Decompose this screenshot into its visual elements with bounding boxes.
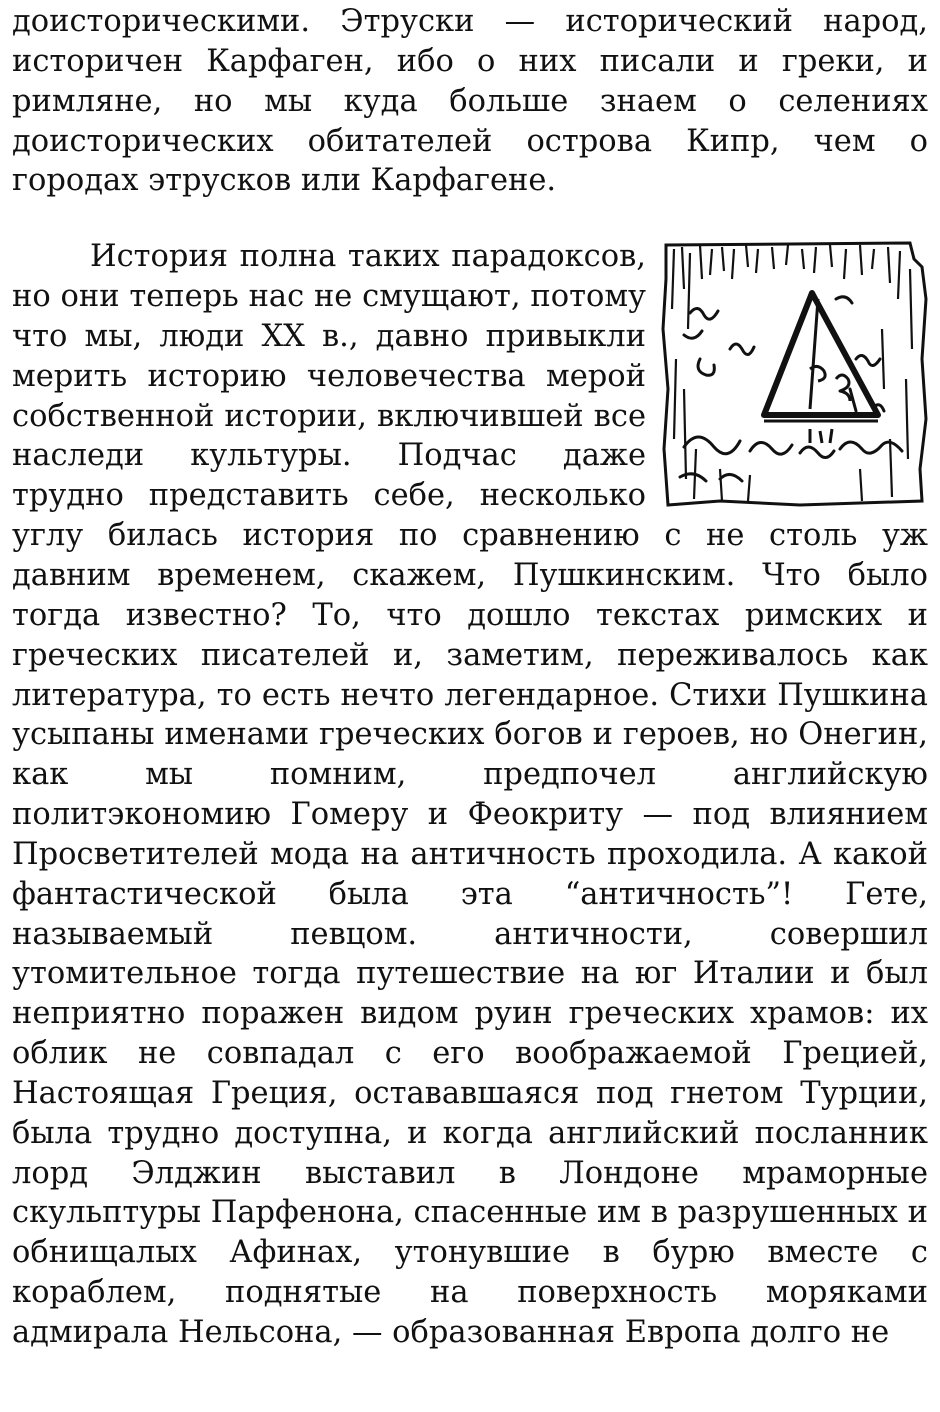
- book-page: [12, 2, 928, 1353]
- paragraph-text: История полна таких парадоксов, но они теперь нас не смущают, потому что мы, люди XX в., давно привыкли мерить историю человечества мерой собственной истории, включившей все наследи культуры. Подчас даже трудно представить себе, несколько углу билась история по сравнению с не столь уж давним временем, скажем, Пушкинским. Что было тогда известно? То, что дошло текстах римских и греческих писателей и, заметим, переживалось как литература, то есть нечто легендарное. Стихи Пушкина усыпаны именами греческих богов и героев, но Онегин, как мы помним, предпочел английскую политэкономию Гомеру и Феокриту — под влиянием Просветителей мода на античность проходила. А какой фантастической была эта “античность”! Гете, называемый певцом. античности, совершил утомительное тогда путешествие на юг Италии и был неприятно поражен видом руин греческих храмов: их облик не совпадал с его воображаемой Грецией, Настоящая Греция, остававшаяся под гнетом Турции, была трудно доступна, и когда английский посланник лорд Элджин выставил в Лондоне мраморные скульптуры Парфенона, спасенные им в разрушенных и обнищалых Афинах, утонувшие в бурю вместе с кораблем, поднятые на поверхность моряками адмирала Нельсона, — образованная Европа долго не: [12, 239, 928, 1350]
- papyrus-drawing: [660, 239, 928, 509]
- papyrus-fragment-image: [660, 239, 928, 509]
- paragraph-with-figure: [12, 237, 928, 1353]
- paragraph: доисторическими. Этруски — исторический народ, историчен Карфаген, ибо о них писали и греки, и римляне, но мы куда больше знаем о селениях доисторических обитателей острова Кипр, чем о городах этрусков или Карфагене.: [12, 4, 928, 199]
